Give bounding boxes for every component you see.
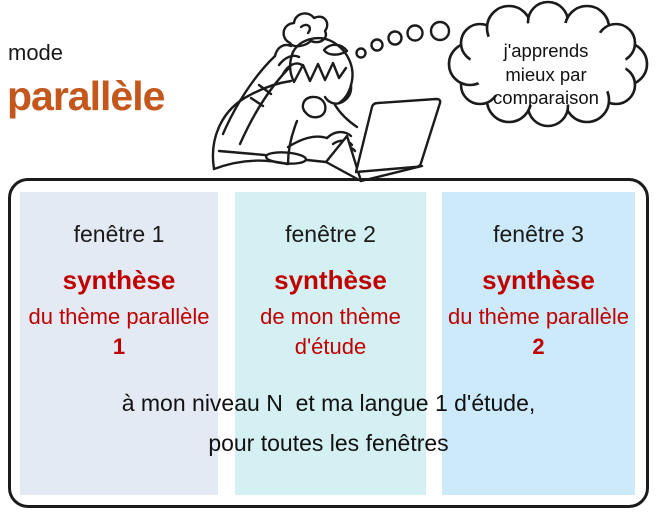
window-1-theme-number: 1 [112,334,126,359]
footer-line-2: pour toutes les fenêtres [208,430,449,456]
window-1-title: fenêtre 1 [73,221,165,247]
person-drawing [213,13,357,169]
window-2-title: fenêtre 2 [285,221,376,247]
thought-bubble-text-line: comparaison [493,87,599,108]
thinking-person-illustration [200,0,657,190]
mode-title: parallèle [7,73,165,119]
window-3-theme: du thème parallèle [447,304,629,329]
thought-cloud [449,2,647,126]
window-2-theme-line2: d'étude [294,334,367,359]
window-1-heading: synthèse [62,265,176,295]
window-3-theme-number: 2 [532,334,545,359]
thought-bubble-text-line: j'apprends [503,40,589,61]
panel-footer [11,389,646,469]
laptop-drawing [326,99,440,181]
windows-panel [8,178,649,508]
window-1-theme: du thème parallèle [28,304,210,329]
window-3-title: fenêtre 3 [493,221,584,247]
window-2-theme: de mon thème [260,304,401,329]
window-2-heading: synthèse [274,265,387,295]
window-3-heading: synthèse [482,265,595,295]
thought-bubble-text-line: mieux par [505,64,587,85]
footer-line-1: à mon niveau N et ma langue 1 d'étude, [121,390,536,416]
thought-dots-icon [357,22,450,58]
mode-label: mode [8,40,64,65]
